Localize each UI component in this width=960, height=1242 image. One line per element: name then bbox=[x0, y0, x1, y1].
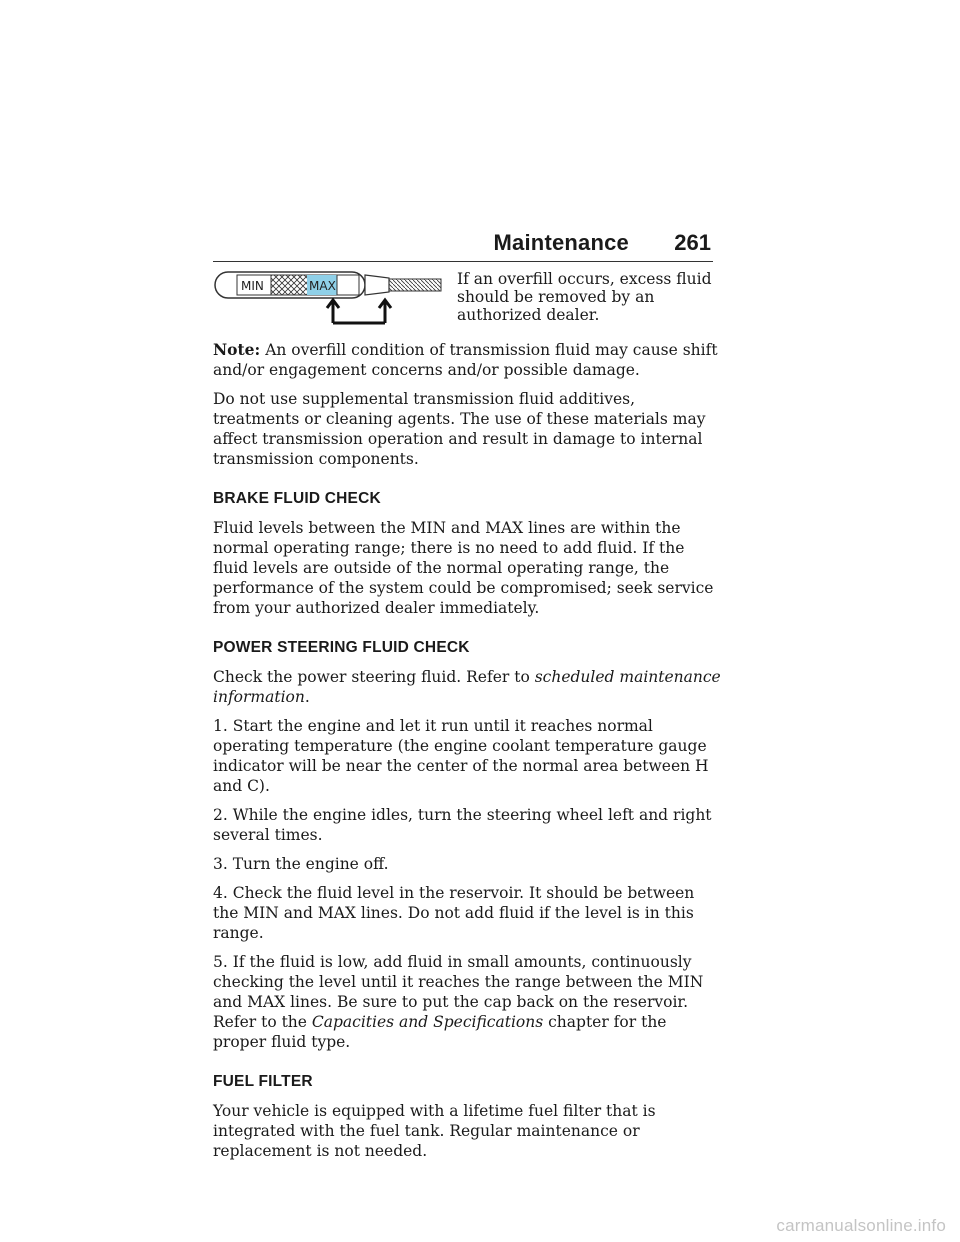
section-title: Maintenance bbox=[493, 230, 629, 255]
min-label: MIN bbox=[241, 279, 264, 293]
dipstick-figure bbox=[213, 268, 443, 328]
dipstick-illustration bbox=[213, 268, 443, 328]
step-2: 2. While the engine idles, turn the steering wheel left and right several times. bbox=[213, 806, 712, 844]
taper-arrow bbox=[379, 300, 391, 323]
dipstick-taper bbox=[365, 275, 389, 295]
note-label: Note: bbox=[213, 340, 261, 359]
header-rule bbox=[213, 261, 713, 262]
page-body bbox=[213, 340, 723, 1170]
watermark: carmanualsonline.info bbox=[776, 1216, 946, 1235]
brake-fluid-text: Fluid levels between the MIN and MAX lines are within the normal operating range; there is no need to add fluid. If the fluid levels are outside of the normal operating range, the performance of the system could be compromised; seek service from your authorized dealer immediately. bbox=[213, 519, 714, 617]
capacities-ref: Capacities and Specifications bbox=[311, 1013, 544, 1031]
page-header bbox=[213, 226, 713, 262]
fuel-filter-text: Your vehicle is equipped with a lifetime fuel filter that is integrated with the fuel tank. Regular maintenance or replacement is not needed. bbox=[213, 1102, 656, 1160]
page-number: 261 bbox=[674, 230, 711, 255]
step-4: 4. Check the fluid level in the reservoir. It should be between the MIN and MAX lines. Do not add fluid if the level is in this range. bbox=[213, 884, 695, 942]
max-arrow bbox=[327, 300, 339, 323]
scheduled-maintenance-ref: scheduled maintenance information bbox=[213, 668, 721, 706]
step-3: 3. Turn the engine off. bbox=[213, 855, 389, 873]
additives-paragraph: Do not use supplemental transmission fluid additives, treatments or cleaning agents. The use of these materials may affect transmission operation and result in damage to internal transmission components. bbox=[213, 390, 706, 468]
figure-caption: If an overfill occurs, excess fluid should be removed by an authorized dealer. bbox=[457, 270, 712, 324]
max-label: MAX bbox=[309, 279, 336, 293]
power-steering-intro: Check the power steering fluid. Refer to scheduled maintenance information. bbox=[213, 668, 721, 706]
crosshatch-range bbox=[271, 275, 307, 295]
brake-fluid-heading: BRAKE FLUID CHECK bbox=[213, 490, 381, 507]
dipstick-cable bbox=[389, 279, 441, 291]
note-text: An overfill condition of transmission fluid may cause shift and/or engagement concerns and/or possible damage. bbox=[213, 341, 718, 379]
step-5: 5. If the fluid is low, add fluid in small amounts, continuously checking the level until it reaches the range between the MIN and MAX lines. Be sure to put the cap back on the reservoir. Refer to the Capacities and Specifications chapter for the proper fluid type. bbox=[213, 953, 704, 1051]
note-paragraph bbox=[213, 340, 723, 380]
fuel-filter-heading: FUEL FILTER bbox=[213, 1073, 313, 1090]
power-steering-heading: POWER STEERING FLUID CHECK bbox=[213, 639, 470, 656]
step-1: 1. Start the engine and let it run until it reaches normal operating temperature (the engine coolant temperature gauge indicator will be near the center of the normal area between H and C). bbox=[213, 717, 709, 795]
